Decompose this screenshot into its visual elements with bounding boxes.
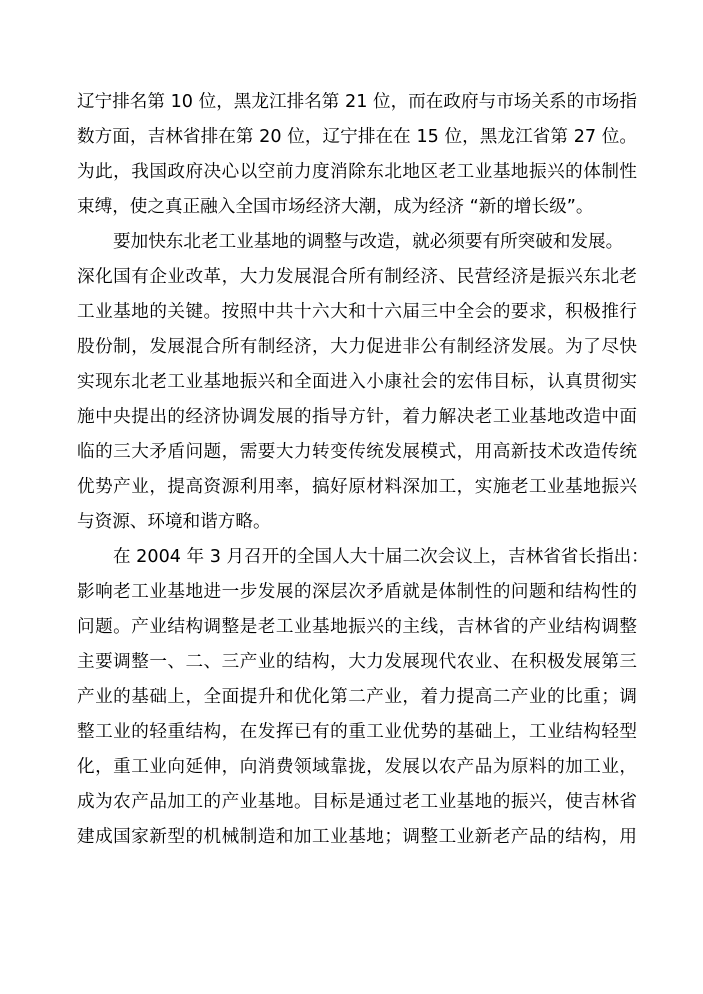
text-line: 影响老工业基地进一步发展的深层次矛盾就是体制性的问题和结构性的 bbox=[77, 582, 637, 602]
text-line: 临的三大矛盾问题，需要大力转变传统发展模式，用高新技术改造传统 bbox=[77, 442, 637, 462]
text-line: 施中央提出的经济协调发展的指导方针，着力解决老工业基地改造中面 bbox=[77, 407, 637, 427]
text-line: 建成国家新型的机械制造和加工业基地；调整工业新老产品的结构，用 bbox=[77, 827, 637, 847]
text-line: 主要调整一、二、三产业的结构，大力发展现代农业、在积极发展第三 bbox=[77, 652, 637, 672]
text-line: 优势产业，提高资源利用率，搞好原材料深加工，实施老工业基地振兴 bbox=[77, 477, 637, 497]
text-line: 股份制，发展混合所有制经济，大力促进非公有制经济发展。为了尽快 bbox=[77, 337, 637, 357]
text-line: 产业的基础上，全面提升和优化第二产业，着力提高二产业的比重；调 bbox=[77, 687, 637, 707]
text-line: 实现东北老工业基地振兴和全面进入小康社会的宏伟目标，认真贯彻实 bbox=[77, 372, 637, 392]
text-line: 与资源、环境和谐方略。 bbox=[77, 512, 271, 532]
text-line: 问题。产业结构调整是老工业基地振兴的主线，吉林省的产业结构调整 bbox=[77, 617, 637, 637]
text-line: 为此，我国政府决心以空前力度消除东北地区老工业基地振兴的体制性 bbox=[77, 162, 637, 182]
paragraph-first-line: 要加快东北老工业基地的调整与改造，就必须要有所突破和发展。 bbox=[113, 232, 624, 252]
text-line: 深化国有企业改革，大力发展混合所有制经济、民营经济是振兴东北老 bbox=[77, 267, 637, 287]
text-line: 束缚，使之真正融入全国市场经济大潮，成为经济 “新的增长级”。 bbox=[77, 197, 594, 217]
text-line: 成为农产品加工的产业基地。目标是通过老工业基地的振兴，使吉林省 bbox=[77, 792, 637, 812]
text-line: 化，重工业向延伸，向消费领域靠拢，发展以农产品为原料的加工业， bbox=[77, 757, 637, 777]
text-line: 辽宁排名第 10 位，黑龙江排名第 21 位，而在政府与市场关系的市场指 bbox=[77, 92, 637, 112]
text-line: 工业基地的关键。按照中共十六大和十六届三中全会的要求，积极推行 bbox=[77, 302, 637, 322]
text-line: 数方面，吉林省排在第 20 位，辽宁排在在 15 位，黑龙江省第 27 位。 bbox=[77, 127, 637, 147]
paragraph-first-line: 在 2004 年 3 月召开的全国人大十届二次会议上，吉林省省长指出： bbox=[113, 547, 649, 567]
text-line: 整工业的轻重结构，在发挥已有的重工业优势的基础上，工业结构轻型 bbox=[77, 722, 637, 742]
